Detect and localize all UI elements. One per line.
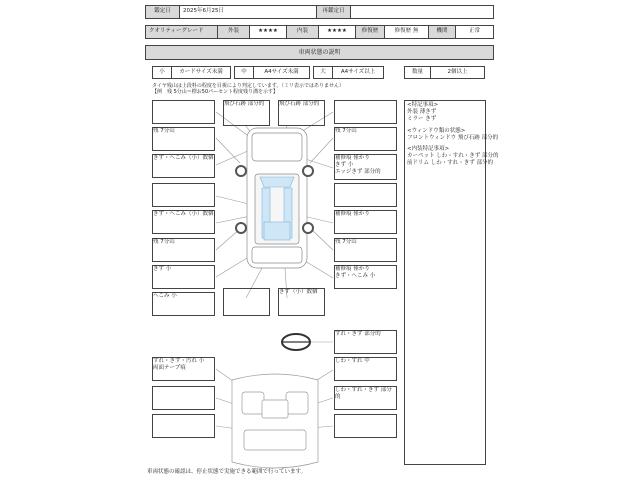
size-large-label: 大 [313, 66, 333, 79]
callout-interior-left-2 [152, 386, 215, 410]
special-notes-panel [404, 100, 499, 465]
callout-left-8: へこみ 小 [152, 292, 215, 316]
callout-bottom-middle-left [223, 288, 270, 316]
window-notes-heading: <ウィンドウ類の状態> [407, 128, 466, 134]
callout-interior-right-2: しわ・すれ 中 [334, 357, 397, 381]
size-large-desc: A4サイズ以上 [332, 66, 384, 79]
size-small-desc: カードサイズ未満 [171, 66, 231, 79]
callout-interior-right-1: すれ・きず 部分的 [334, 330, 397, 354]
callout-left-4 [152, 183, 215, 207]
callout-left-3: きず・へこみ（小）数個 [152, 154, 215, 178]
callout-left-6: 残 7分山 [152, 238, 215, 262]
equipment-label: 機関 [428, 25, 456, 39]
callout-top-middle-left: 飛び石跡 部分的 [223, 100, 270, 126]
callout-right-2: 残 7分山 [334, 127, 397, 151]
callout-interior-left-1: すれ・きず・汚れ 小 両面テープ痕 [152, 357, 215, 381]
section-title: 車両状態の説明 [145, 45, 494, 60]
callout-interior-right-3: しわ・すれ・きず 部分的 [334, 386, 397, 410]
interior-rating: ★★★★ [318, 25, 356, 39]
footer-note: 車両状態の確認は、停止状態で実施できる範囲で行っています。 [147, 469, 307, 475]
count-label: 数量 [404, 66, 431, 79]
exterior-rating: ★★★★ [249, 25, 287, 39]
callout-top-middle-right: 飛び石跡 部分的 [278, 100, 325, 126]
callout-right-7: 補修痕 僅かり きず・へこみ 小 [334, 265, 397, 289]
size-small-label: 小 [152, 66, 172, 79]
callout-left-1 [152, 100, 215, 124]
window-notes-line1: フロントウィンドウ 飛び石跡 部分的 [407, 135, 499, 141]
interior-notes-line1: カーペット しわ・すれ・きず 部分的 [407, 153, 499, 159]
inspection-date-label: 鑑定日 [145, 5, 180, 19]
callout-interior-right-4 [334, 414, 397, 438]
callout-right-4 [334, 183, 397, 207]
count-value: 2個以上 [430, 66, 485, 79]
quality-grade-label: クオリティーグレード [145, 25, 218, 39]
interior-notes-line2: 前ドリム しわ・すれ・きず 部分的 [407, 160, 493, 166]
interior-label: 内装 [286, 25, 319, 39]
callout-interior-left-3 [152, 414, 215, 438]
callout-left-5: きず・へこみ（小）数個 [152, 210, 215, 234]
special-notes-heading: <特記事項> [407, 102, 439, 108]
callout-bottom-middle-right: きず（小）数個 [278, 288, 325, 316]
repair-history-value: 修復歴 無 [384, 25, 429, 39]
tire-note-line1: タイヤ残山は上段料の程度を目視により判定しています。（ミリ表示ではありません） [152, 83, 345, 89]
callout-right-3: 補修痕 僅かり きず 小 エッジきず 部分的 [334, 154, 397, 180]
exterior-label: 外装 [217, 25, 250, 39]
callout-right-1 [334, 100, 397, 124]
callout-left-7: きず 小 [152, 265, 215, 289]
callout-right-5: 補修痕 僅かり [334, 210, 397, 234]
inspection-date-value: 2025年6月25日 [179, 5, 317, 19]
equipment-value: 正常 [455, 25, 494, 39]
interior-notes-heading: <内装特記事項> [407, 146, 450, 152]
reinspection-date-label: 再鑑定日 [316, 5, 351, 19]
size-medium-desc: A4サイズ未満 [253, 66, 310, 79]
size-medium-label: 中 [234, 66, 254, 79]
repair-history-label: 修復歴 [355, 25, 385, 39]
callout-left-2: 残 7分山 [152, 127, 215, 151]
special-notes-line2: ミラー きず [407, 116, 437, 122]
special-notes-line1: 外装 薄きず [407, 109, 437, 115]
tire-note-line2: 【例 残 5分山＝標お50パーセント程度残り溝を示す】 [152, 89, 279, 95]
callout-right-6: 残 7分山 [334, 238, 397, 262]
